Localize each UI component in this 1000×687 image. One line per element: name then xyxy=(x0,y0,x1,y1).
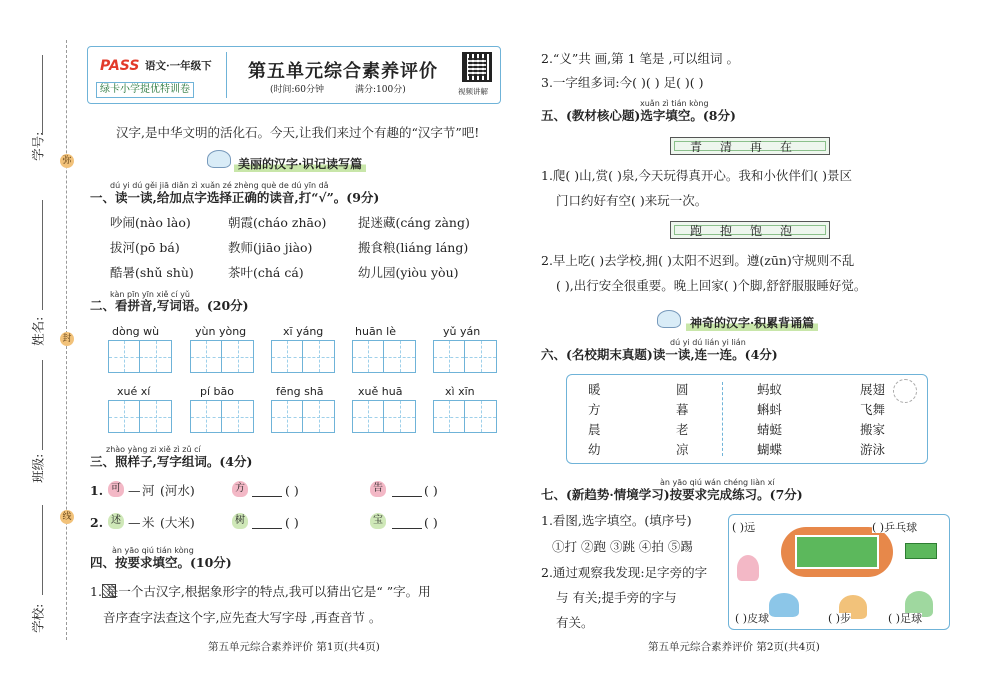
img-blank-bu[interactable]: ( )步 xyxy=(828,612,852,625)
q3-char-leaf: 述 xyxy=(108,513,124,529)
q3-title: 三、照样子,写字组词。(4分) xyxy=(90,454,253,469)
q2-pinyin-cue: pí bāo xyxy=(200,385,234,398)
q7-title: 七、(新趋势·情境学习)按要求完成练习。(7分) xyxy=(541,487,803,502)
seal-xian: 线 xyxy=(60,510,74,524)
writing-grid[interactable] xyxy=(190,340,254,373)
class-label: 班级: xyxy=(30,453,46,483)
match-item[interactable]: 展翅 xyxy=(860,382,886,397)
q5-sentence2a: 2.早上吃( )去学校,拥( )太阳不迟到。遵(zūn)守规则不乱 xyxy=(541,253,855,268)
q1-item[interactable]: 拔河(pō bá) xyxy=(110,240,180,255)
intro-text: 汉字,是中华文明的活化石。今天,让我们来过个有趣的“汉字节”吧! xyxy=(116,125,480,140)
id-field-line[interactable] xyxy=(42,55,43,135)
q3-char-leaf: 方 xyxy=(232,481,248,497)
q3-char-leaf: 可 xyxy=(108,481,124,497)
q5-sentence2b: ( ),出行安全很重要。晚上回家( )个脚,舒舒服服睡好觉。 xyxy=(556,278,867,293)
img-blank-yuan[interactable]: ( )远 xyxy=(732,521,756,534)
class-field-line[interactable] xyxy=(42,360,43,450)
q1-item[interactable]: 茶叶(chá cá) xyxy=(228,265,304,280)
p2-line3: 3.一字组多词:今( )( ) 足( )( ) xyxy=(541,75,704,90)
q3-paren[interactable]: ( ) xyxy=(285,515,299,530)
match-item[interactable]: 圆 xyxy=(676,382,689,397)
reading-child-icon xyxy=(657,310,681,328)
q1-item[interactable]: 搬食粮(liáng láng) xyxy=(358,240,469,255)
match-item[interactable]: 蝌蚪 xyxy=(757,402,783,417)
q2-pinyin: kàn pīn yīn xiě cí yǔ xyxy=(110,290,190,299)
img-blank-pingpong[interactable]: ( )乒乓球 xyxy=(872,521,918,534)
qr-caption: 视频讲解 xyxy=(458,87,488,96)
exam-score: 满分:100分) xyxy=(355,85,406,95)
q3-example-word: 米 xyxy=(142,515,155,530)
match-item[interactable]: 幼 xyxy=(588,442,601,457)
writing-grid[interactable] xyxy=(352,340,416,373)
footer-page1: 第五单元综合素养评价 第1页(共4页) xyxy=(208,641,380,653)
q5-pinyin: xuǎn zì tián kòng xyxy=(640,99,709,108)
q3-paren[interactable]: ( ) xyxy=(424,483,438,498)
q1-item[interactable]: 幼儿园(yiòu yòu) xyxy=(358,265,459,280)
match-item[interactable]: 蜻蜓 xyxy=(757,422,783,437)
q3-example: (大米) xyxy=(160,515,195,530)
section2-title: 神奇的汉字·积累背诵篇 xyxy=(686,314,818,331)
match-item[interactable]: 晨 xyxy=(588,422,601,437)
q2-pinyin-cue: yǔ yán xyxy=(443,325,481,338)
img-blank-piqiu[interactable]: ( )皮球 xyxy=(735,612,770,625)
q3-blank[interactable] xyxy=(392,528,422,529)
q7-step2a: 2.通过观察我发现:足字旁的字 xyxy=(541,565,708,580)
word-bank-2: 跑抱饱泡 xyxy=(670,221,830,239)
q1-item[interactable]: 酷暑(shǔ shù) xyxy=(110,265,194,280)
q3-char-leaf: 树 xyxy=(232,513,248,529)
q4-title: 四、按要求填空。(10分) xyxy=(90,555,232,570)
q1-item[interactable]: 朝霞(cháo zhāo) xyxy=(228,215,327,230)
q1-item[interactable]: 教师(jiāo jiào) xyxy=(228,240,313,255)
q1-item[interactable]: 捉迷藏(cáng zàng) xyxy=(358,215,470,230)
footer-page2: 第五单元综合素养评价 第2页(共4页) xyxy=(648,641,820,653)
seal-mi: 弥 xyxy=(60,154,74,168)
page-title: 第五单元综合素养评价 xyxy=(248,61,438,82)
q3-char-leaf: 宝 xyxy=(370,513,386,529)
match-item[interactable]: 暮 xyxy=(676,402,689,417)
q3-char-leaf: 告 xyxy=(370,481,386,497)
student-name-label: 姓名: xyxy=(30,316,46,346)
q3-blank[interactable] xyxy=(252,528,282,529)
match-item[interactable]: 搬家 xyxy=(860,422,886,437)
q6-pinyin: dú yi dú lián yi lián xyxy=(670,338,746,347)
q7-pinyin: àn yāo qiú wán chéng liàn xí xyxy=(660,478,775,487)
q1-item[interactable]: 吵闹(nào lào) xyxy=(110,215,191,230)
q3-char: — xyxy=(128,483,141,498)
q2-pinyin-cue: yùn yòng xyxy=(195,325,247,338)
q5-title: 五、(教材核心题)选字填空。(8分) xyxy=(541,108,736,123)
section1-title: 美丽的汉字·识记读写篇 xyxy=(234,155,366,172)
matching-divider xyxy=(722,382,723,456)
match-item[interactable]: 暖 xyxy=(588,382,601,397)
q3-pinyin: zhào yàng zi xiě zì zǔ cí xyxy=(106,445,201,454)
q1-title: 一、读一读,给加点字选择正确的读音,打“√”。(9分) xyxy=(90,190,380,205)
match-item[interactable]: 游泳 xyxy=(860,442,886,457)
match-item[interactable]: 凉 xyxy=(676,442,689,457)
school-field-line[interactable] xyxy=(42,505,43,595)
writing-grid[interactable] xyxy=(271,400,335,433)
match-item[interactable]: 蝴蝶 xyxy=(757,442,783,457)
q2-pinyin-cue: dòng wù xyxy=(112,325,160,338)
q2-title: 二、看拼音,写词语。(20分) xyxy=(90,298,249,313)
writing-grid[interactable] xyxy=(271,340,335,373)
exam-time: (时间:60分钟 xyxy=(270,85,324,95)
writing-grid[interactable] xyxy=(352,400,416,433)
q6-title: 六、(名校期末真题)读一读,连一连。(4分) xyxy=(541,347,778,362)
q4-pinyin: àn yāo qiú tián kòng xyxy=(112,546,194,555)
seal-feng: 封 xyxy=(60,332,74,346)
brand-logo: PASS xyxy=(100,58,140,74)
q3-row-number: 1. xyxy=(90,483,104,498)
q3-paren[interactable]: ( ) xyxy=(424,515,438,530)
q7-options: ①打 ②跑 ③跳 ④拍 ⑤踢 xyxy=(552,539,693,554)
match-item[interactable]: 方 xyxy=(588,402,601,417)
match-item[interactable]: 飞舞 xyxy=(860,402,886,417)
spider-web-icon xyxy=(893,379,917,403)
series-label: 绿卡小学提优特训卷 xyxy=(96,82,194,98)
q3-blank[interactable] xyxy=(392,496,422,497)
writing-grid[interactable] xyxy=(108,400,172,433)
q2-pinyin-cue: fēng shā xyxy=(276,385,324,398)
q7-step1: 1.看图,选字填空。(填序号) xyxy=(541,513,692,528)
q4-line2: 音序查字法查这个字,应先查大写字母 ,再查音节 。 xyxy=(103,610,382,625)
q3-blank[interactable] xyxy=(252,496,282,497)
school-label: 学校: xyxy=(30,603,46,633)
q4-line1: 1. 是一个古汉字,根据象形字的特点,我可以猜出它是“ ”字。用 xyxy=(90,584,431,599)
q5-sentence1a: 1.爬( )山,赏( )泉,今天玩得真开心。我和小伙伴们( )景区 xyxy=(541,168,853,183)
student-id-label: 学号: xyxy=(30,131,46,161)
qr-code-icon[interactable] xyxy=(462,52,492,82)
p2-line2: 2.“义”共 画,第 1 笔是 ,可以组词 。 xyxy=(541,51,739,66)
writing-grid[interactable] xyxy=(190,400,254,433)
img-blank-zuqiu[interactable]: ( )足球 xyxy=(888,612,923,625)
q2-pinyin-cue: xué xí xyxy=(117,385,151,398)
match-item[interactable]: 老 xyxy=(676,422,689,437)
q2-pinyin-cue: xī yáng xyxy=(283,325,324,338)
header-divider xyxy=(226,52,227,98)
q7-step2b: 与 有关;提手旁的字与 xyxy=(556,590,677,605)
writing-grid[interactable] xyxy=(433,340,497,373)
q3-paren[interactable]: ( ) xyxy=(285,483,299,498)
q5-sentence1b: 门口约好有空( )来玩一次。 xyxy=(556,193,708,208)
writing-grid[interactable] xyxy=(433,400,497,433)
q7-step2c: 有关。 xyxy=(556,615,594,630)
q2-pinyin-cue: xuě huā xyxy=(358,385,403,398)
q3-char: — xyxy=(128,515,141,530)
word-bank-1: 青清再在 xyxy=(670,137,830,155)
subject-label: 语文·一年级下 xyxy=(145,60,212,72)
q3-example-word: 河 xyxy=(142,483,155,498)
q1-pinyin: dú yi dú gěi jiā diǎn zì xuǎn zé zhèng què de dú yīn dǎ xyxy=(110,181,329,190)
q3-row-number: 2. xyxy=(90,515,104,530)
writing-grid[interactable] xyxy=(108,340,172,373)
reading-child-icon xyxy=(207,150,231,168)
q3-example: (河水) xyxy=(160,483,195,498)
q2-pinyin-cue: huān lè xyxy=(355,325,396,338)
name-field-line[interactable] xyxy=(42,200,43,310)
match-item[interactable]: 蚂蚁 xyxy=(757,382,783,397)
q2-pinyin-cue: xì xīn xyxy=(445,385,475,398)
